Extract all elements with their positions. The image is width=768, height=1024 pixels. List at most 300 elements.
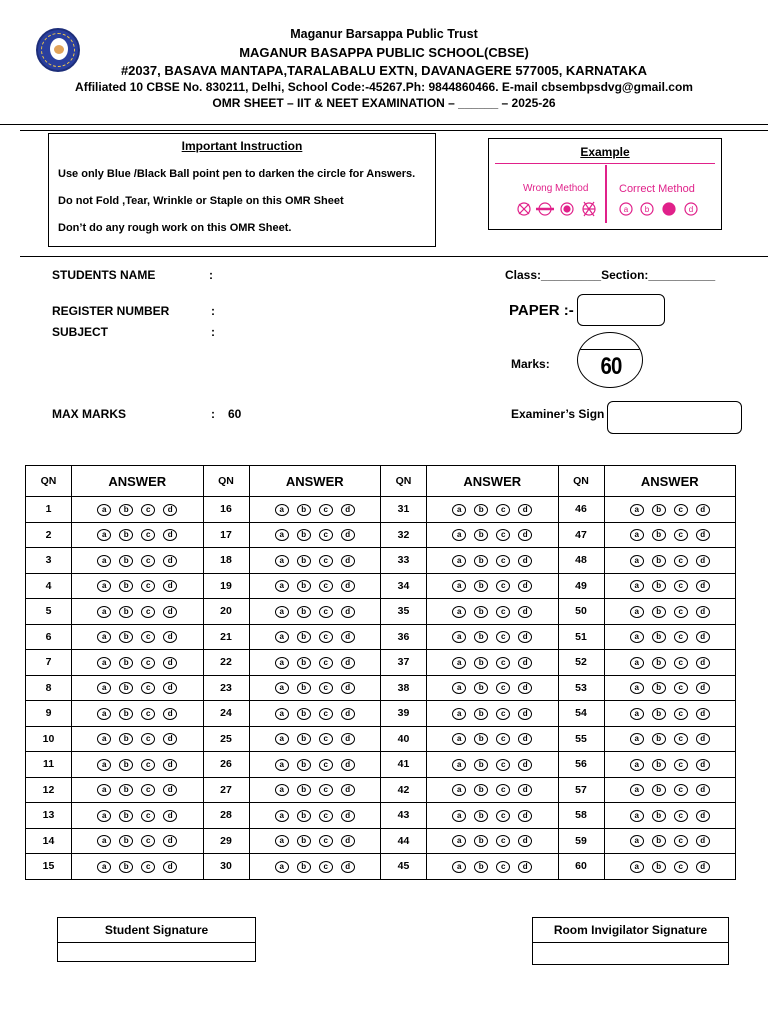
answer-bubble-b[interactable]: b <box>119 555 133 567</box>
answer-bubble-c[interactable]: c <box>674 759 688 771</box>
class-section-field[interactable]: Class:_________Section:__________ <box>505 268 716 282</box>
question-number: 10 <box>26 726 72 752</box>
answer-bubble-d[interactable]: d <box>518 580 532 592</box>
answer-bubble-a[interactable]: a <box>452 631 466 643</box>
answer-options <box>427 624 559 650</box>
answer-options <box>72 726 204 752</box>
answer-bubble-a[interactable]: a <box>452 784 466 796</box>
answer-bubble-c[interactable]: c <box>319 708 333 720</box>
answer-bubble-b[interactable]: b <box>119 580 133 592</box>
question-number: 42 <box>381 777 427 803</box>
answer-bubble-a[interactable]: a <box>452 580 466 592</box>
answer-bubble-a[interactable]: a <box>275 555 289 567</box>
answer-bubble-a[interactable]: a <box>97 631 111 643</box>
answer-bubble-d[interactable]: d <box>696 631 710 643</box>
answer-bubble-b[interactable]: b <box>119 784 133 796</box>
answer-bubble-d[interactable]: d <box>696 861 710 873</box>
answer-bubble-a[interactable]: a <box>275 835 289 847</box>
answer-bubble-a[interactable]: a <box>452 835 466 847</box>
answer-bubble-b[interactable]: b <box>652 555 666 567</box>
answer-bubble-c[interactable]: c <box>674 682 688 694</box>
answer-bubble-b[interactable]: b <box>297 861 311 873</box>
student-signature-box[interactable] <box>57 917 256 962</box>
answer-bubble-c[interactable]: c <box>319 784 333 796</box>
question-number: 23 <box>203 675 249 701</box>
answer-options <box>427 650 559 676</box>
answer-bubble-a[interactable]: a <box>275 784 289 796</box>
answer-bubble-d[interactable]: d <box>341 861 355 873</box>
answer-bubble-c[interactable]: c <box>319 504 333 516</box>
answer-options <box>427 726 559 752</box>
answer-bubble-d[interactable]: d <box>341 682 355 694</box>
answer-bubble-a[interactable]: a <box>97 606 111 618</box>
answer-bubble-c[interactable]: c <box>674 631 688 643</box>
answer-bubble-d[interactable]: d <box>341 657 355 669</box>
answer-bubble-d[interactable]: d <box>696 810 710 822</box>
answer-bubble-d[interactable]: d <box>341 504 355 516</box>
answer-bubble-c[interactable]: c <box>674 657 688 669</box>
answer-bubble-b[interactable]: b <box>474 733 488 745</box>
answer-bubble-b[interactable]: b <box>652 682 666 694</box>
answer-bubble-c[interactable]: c <box>496 733 510 745</box>
answer-bubble-d[interactable]: d <box>163 810 177 822</box>
answer-bubble-c[interactable]: c <box>674 810 688 822</box>
answer-options <box>249 854 381 880</box>
answer-bubble-c[interactable]: c <box>496 708 510 720</box>
answer-bubble-d[interactable]: d <box>696 529 710 541</box>
answer-bubble-b[interactable]: b <box>652 759 666 771</box>
answer-bubble-d[interactable]: d <box>341 784 355 796</box>
answer-bubble-b[interactable]: b <box>474 631 488 643</box>
answer-options <box>604 522 736 548</box>
answer-bubble-a[interactable]: a <box>630 555 644 567</box>
answer-bubble-d[interactable]: d <box>696 733 710 745</box>
answer-bubble-d[interactable]: d <box>341 708 355 720</box>
answer-bubble-c[interactable]: c <box>141 682 155 694</box>
answer-bubble-d[interactable]: d <box>518 555 532 567</box>
answer-bubble-a[interactable]: a <box>275 861 289 873</box>
answer-bubble-b[interactable]: b <box>119 835 133 847</box>
answer-bubble-c[interactable]: c <box>496 504 510 516</box>
answer-bubble-a[interactable]: a <box>630 861 644 873</box>
answer-bubble-d[interactable]: d <box>163 733 177 745</box>
answer-bubble-c[interactable]: c <box>319 733 333 745</box>
paper-input-box[interactable] <box>577 294 665 326</box>
answer-bubble-c[interactable]: c <box>496 631 510 643</box>
question-number: 11 <box>26 752 72 778</box>
answer-bubble-b[interactable]: b <box>474 759 488 771</box>
answer-bubble-c[interactable]: c <box>496 810 510 822</box>
answer-bubble-a[interactable]: a <box>452 759 466 771</box>
answer-bubble-a[interactable]: a <box>97 759 111 771</box>
correct-bubble-filled-icon <box>663 203 675 215</box>
answer-bubble-b[interactable]: b <box>652 529 666 541</box>
answer-bubble-a[interactable]: a <box>630 631 644 643</box>
answer-bubble-b[interactable]: b <box>474 555 488 567</box>
answer-bubble-c[interactable]: c <box>319 861 333 873</box>
answer-bubble-a[interactable]: a <box>275 733 289 745</box>
answer-bubble-b[interactable]: b <box>474 835 488 847</box>
answer-bubble-c[interactable]: c <box>496 529 510 541</box>
answer-bubble-a[interactable]: a <box>97 708 111 720</box>
question-number: 40 <box>381 726 427 752</box>
answer-bubble-b[interactable]: b <box>119 631 133 643</box>
omr-row <box>26 548 736 574</box>
answer-bubble-d[interactable]: d <box>163 606 177 618</box>
question-number: 28 <box>203 803 249 829</box>
answer-options <box>427 675 559 701</box>
answer-bubble-a[interactable]: a <box>275 580 289 592</box>
answer-bubble-d[interactable]: d <box>163 861 177 873</box>
answer-bubble-c[interactable]: c <box>141 861 155 873</box>
answer-options <box>249 599 381 625</box>
answer-bubble-a[interactable]: a <box>452 504 466 516</box>
answer-bubble-c[interactable]: c <box>141 657 155 669</box>
answer-bubble-d[interactable]: d <box>163 580 177 592</box>
answer-bubble-a[interactable]: a <box>452 682 466 694</box>
answer-bubble-d[interactable]: d <box>518 861 532 873</box>
answer-bubble-c[interactable]: c <box>319 657 333 669</box>
answer-bubble-c[interactable]: c <box>319 810 333 822</box>
answer-bubble-a[interactable]: a <box>97 835 111 847</box>
answer-bubble-a[interactable]: a <box>630 606 644 618</box>
answer-bubble-b[interactable]: b <box>119 861 133 873</box>
answer-bubble-a[interactable]: a <box>275 682 289 694</box>
answer-bubble-b[interactable]: b <box>474 861 488 873</box>
colon: : <box>211 407 215 421</box>
answer-bubble-a[interactable]: a <box>452 657 466 669</box>
answer-options <box>72 777 204 803</box>
answer-bubble-b[interactable]: b <box>474 504 488 516</box>
answer-bubble-c[interactable]: c <box>141 810 155 822</box>
answer-bubble-b[interactable]: b <box>474 657 488 669</box>
answer-bubble-d[interactable]: d <box>163 631 177 643</box>
question-number: 16 <box>203 497 249 523</box>
answer-bubble-d[interactable]: d <box>696 504 710 516</box>
omr-row <box>26 650 736 676</box>
answer-bubble-b[interactable]: b <box>119 529 133 541</box>
correct-method-label: Correct Method <box>619 183 695 195</box>
answer-bubble-c[interactable]: c <box>674 555 688 567</box>
answer-bubble-b[interactable]: b <box>652 606 666 618</box>
answer-bubble-a[interactable]: a <box>630 708 644 720</box>
question-number: 48 <box>558 548 604 574</box>
answer-bubble-b[interactable]: b <box>297 784 311 796</box>
answer-bubble-d[interactable]: d <box>163 682 177 694</box>
answer-bubble-b[interactable]: b <box>652 733 666 745</box>
answer-bubble-b[interactable]: b <box>652 504 666 516</box>
answer-bubble-a[interactable]: a <box>275 708 289 720</box>
answer-bubble-a[interactable]: a <box>452 606 466 618</box>
answer-bubble-c[interactable]: c <box>496 861 510 873</box>
answer-bubble-c[interactable]: c <box>319 835 333 847</box>
answer-bubble-c[interactable]: c <box>674 606 688 618</box>
school-address: #2037, BASAVA MANTAPA,TARALABALU EXTN, DAVANAGERE 577005, KARNATAKA <box>120 63 648 78</box>
answer-options <box>72 573 204 599</box>
answer-bubble-a[interactable]: a <box>97 657 111 669</box>
question-number: 21 <box>203 624 249 650</box>
answer-options <box>604 752 736 778</box>
answer-bubble-a[interactable]: a <box>97 733 111 745</box>
examiner-sign-box[interactable] <box>607 401 742 434</box>
answer-bubble-d[interactable]: d <box>341 529 355 541</box>
answer-bubble-b[interactable]: b <box>474 606 488 618</box>
question-number: 52 <box>558 650 604 676</box>
wrong-method-label: Wrong Method <box>523 183 589 194</box>
answer-bubble-b[interactable]: b <box>652 580 666 592</box>
answer-options <box>604 548 736 574</box>
answer-bubble-b[interactable]: b <box>474 784 488 796</box>
answer-bubble-d[interactable]: d <box>518 759 532 771</box>
answer-bubble-a[interactable]: a <box>630 733 644 745</box>
answer-bubble-c[interactable]: c <box>319 759 333 771</box>
answer-bubble-b[interactable]: b <box>652 784 666 796</box>
answer-bubble-d[interactable]: d <box>341 631 355 643</box>
qn-header: QN <box>381 466 427 497</box>
answer-bubble-c[interactable]: c <box>319 529 333 541</box>
answer-bubble-d[interactable]: d <box>518 631 532 643</box>
answer-bubble-a[interactable]: a <box>275 759 289 771</box>
answer-bubble-d[interactable]: d <box>518 606 532 618</box>
answer-bubble-c[interactable]: c <box>319 606 333 618</box>
answer-bubble-b[interactable]: b <box>297 657 311 669</box>
answer-bubble-b[interactable]: b <box>297 759 311 771</box>
answer-bubble-d[interactable]: d <box>163 759 177 771</box>
answer-bubble-d[interactable]: d <box>163 504 177 516</box>
answer-bubble-d[interactable]: d <box>341 555 355 567</box>
instructions-title: Important Instruction <box>181 139 303 153</box>
question-number: 38 <box>381 675 427 701</box>
answer-bubble-b[interactable]: b <box>119 810 133 822</box>
answer-bubble-a[interactable]: a <box>275 529 289 541</box>
trust-name: Maganur Barsappa Public Trust <box>290 27 478 41</box>
answer-options <box>427 752 559 778</box>
answer-bubble-d[interactable]: d <box>696 682 710 694</box>
subject-label: SUBJECT <box>52 325 109 339</box>
answer-bubble-d[interactable]: d <box>341 606 355 618</box>
answer-options <box>72 854 204 880</box>
answer-bubble-b[interactable]: b <box>297 555 311 567</box>
answer-bubble-b[interactable]: b <box>297 580 311 592</box>
answer-bubble-d[interactable]: d <box>696 784 710 796</box>
answer-bubble-c[interactable]: c <box>141 631 155 643</box>
answer-bubble-c[interactable]: c <box>674 708 688 720</box>
question-number: 36 <box>381 624 427 650</box>
answer-bubble-d[interactable]: d <box>518 810 532 822</box>
answer-bubble-c[interactable]: c <box>674 784 688 796</box>
answer-bubble-b[interactable]: b <box>297 733 311 745</box>
answer-bubble-d[interactable]: d <box>163 835 177 847</box>
answer-bubble-a[interactable]: a <box>97 861 111 873</box>
answer-bubble-d[interactable]: d <box>518 682 532 694</box>
answer-bubble-d[interactable]: d <box>163 708 177 720</box>
answer-bubble-a[interactable]: a <box>97 784 111 796</box>
answer-bubble-b[interactable]: b <box>474 529 488 541</box>
answer-bubble-c[interactable]: c <box>496 835 510 847</box>
answer-bubble-d[interactable]: d <box>696 708 710 720</box>
answer-bubble-d[interactable]: d <box>341 580 355 592</box>
answer-bubble-c[interactable]: c <box>496 606 510 618</box>
answer-bubble-d[interactable]: d <box>518 784 532 796</box>
answer-bubble-d[interactable]: d <box>341 810 355 822</box>
answer-options <box>249 701 381 727</box>
register-number-label: REGISTER NUMBER <box>52 304 170 318</box>
answer-bubble-c[interactable]: c <box>319 555 333 567</box>
answer-bubble-a[interactable]: a <box>452 529 466 541</box>
answer-bubble-b[interactable]: b <box>652 861 666 873</box>
answer-bubble-b[interactable]: b <box>119 759 133 771</box>
answer-bubble-b[interactable]: b <box>652 631 666 643</box>
answer-bubble-a[interactable]: a <box>97 682 111 694</box>
answer-bubble-d[interactable]: d <box>696 657 710 669</box>
answer-bubble-c[interactable]: c <box>496 657 510 669</box>
answer-bubble-d[interactable]: d <box>341 835 355 847</box>
answer-bubble-d[interactable]: d <box>163 529 177 541</box>
answer-bubble-d[interactable]: d <box>163 657 177 669</box>
answer-header: ANSWER <box>72 466 204 497</box>
answer-bubble-a[interactable]: a <box>275 504 289 516</box>
omr-row <box>26 701 736 727</box>
answer-bubble-b[interactable]: b <box>297 529 311 541</box>
answer-bubble-c[interactable]: c <box>496 759 510 771</box>
answer-bubble-a[interactable]: a <box>630 657 644 669</box>
answer-bubble-c[interactable]: c <box>674 861 688 873</box>
answer-bubble-b[interactable]: b <box>297 504 311 516</box>
answer-bubble-c[interactable]: c <box>319 682 333 694</box>
answer-bubble-c[interactable]: c <box>674 733 688 745</box>
answer-bubble-c[interactable]: c <box>319 631 333 643</box>
answer-bubble-a[interactable]: a <box>275 810 289 822</box>
answer-bubble-c[interactable]: c <box>141 504 155 516</box>
question-number: 46 <box>558 497 604 523</box>
answer-bubble-b[interactable]: b <box>119 733 133 745</box>
answer-bubble-d[interactable]: d <box>696 555 710 567</box>
answer-bubble-a[interactable]: a <box>630 580 644 592</box>
question-number: 12 <box>26 777 72 803</box>
answer-bubble-d[interactable]: d <box>518 657 532 669</box>
answer-options <box>604 624 736 650</box>
answer-bubble-a[interactable]: a <box>97 555 111 567</box>
answer-bubble-d[interactable]: d <box>341 733 355 745</box>
school-name: MAGANUR BASAPPA PUBLIC SCHOOL(CBSE) <box>239 45 529 60</box>
answer-bubble-d[interactable]: d <box>518 835 532 847</box>
answer-bubble-b[interactable]: b <box>297 835 311 847</box>
answer-bubble-b[interactable]: b <box>474 810 488 822</box>
answer-bubble-a[interactable]: a <box>452 555 466 567</box>
answer-bubble-a[interactable]: a <box>275 657 289 669</box>
answer-bubble-a[interactable]: a <box>630 529 644 541</box>
answer-bubble-d[interactable]: d <box>696 835 710 847</box>
answer-bubble-b[interactable]: b <box>119 657 133 669</box>
answer-bubble-c[interactable]: c <box>674 835 688 847</box>
answer-bubble-c[interactable]: c <box>141 606 155 618</box>
answer-bubble-b[interactable]: b <box>474 682 488 694</box>
answer-bubble-c[interactable]: c <box>496 682 510 694</box>
answer-bubble-b[interactable]: b <box>119 504 133 516</box>
answer-bubble-a[interactable]: a <box>630 835 644 847</box>
answer-bubble-d[interactable]: d <box>341 759 355 771</box>
answer-bubble-b[interactable]: b <box>119 708 133 720</box>
answer-bubble-a[interactable]: a <box>630 759 644 771</box>
answer-bubble-d[interactable]: d <box>696 580 710 592</box>
example-divider <box>605 165 607 223</box>
answer-bubble-c[interactable]: c <box>674 580 688 592</box>
answer-bubble-b[interactable]: b <box>474 708 488 720</box>
answer-bubble-d[interactable]: d <box>696 759 710 771</box>
answer-bubble-d[interactable]: d <box>518 733 532 745</box>
answer-bubble-d[interactable]: d <box>696 606 710 618</box>
answer-bubble-b[interactable]: b <box>652 810 666 822</box>
answer-bubble-a[interactable]: a <box>452 733 466 745</box>
answer-bubble-b[interactable]: b <box>297 631 311 643</box>
answer-bubble-d[interactable]: d <box>163 784 177 796</box>
answer-bubble-d[interactable]: d <box>518 708 532 720</box>
answer-bubble-c[interactable]: c <box>674 529 688 541</box>
answer-bubble-c[interactable]: c <box>496 580 510 592</box>
answer-bubble-a[interactable]: a <box>97 810 111 822</box>
answer-bubble-a[interactable]: a <box>97 504 111 516</box>
omr-row <box>26 854 736 880</box>
answer-options <box>249 497 381 523</box>
answer-options <box>427 828 559 854</box>
answer-bubble-a[interactable]: a <box>452 708 466 720</box>
answer-bubble-b[interactable]: b <box>652 835 666 847</box>
answer-bubble-a[interactable]: a <box>630 810 644 822</box>
answer-bubble-d[interactable]: d <box>518 529 532 541</box>
answer-bubble-c[interactable]: c <box>319 580 333 592</box>
answer-bubble-c[interactable]: c <box>141 555 155 567</box>
answer-bubble-a[interactable]: a <box>452 861 466 873</box>
answer-bubble-a[interactable]: a <box>275 631 289 643</box>
answer-bubble-b[interactable]: b <box>474 580 488 592</box>
answer-bubble-c[interactable]: c <box>141 784 155 796</box>
answer-bubble-c[interactable]: c <box>141 708 155 720</box>
omr-row <box>26 803 736 829</box>
answer-bubble-a[interactable]: a <box>275 606 289 618</box>
answer-options <box>72 650 204 676</box>
answer-bubble-c[interactable]: c <box>141 835 155 847</box>
invigilator-signature-box[interactable] <box>532 917 729 965</box>
answer-bubble-b[interactable]: b <box>297 682 311 694</box>
answer-bubble-a[interactable]: a <box>630 682 644 694</box>
answer-bubble-c[interactable]: c <box>674 504 688 516</box>
answer-bubble-c[interactable]: c <box>496 555 510 567</box>
answer-bubble-b[interactable]: b <box>297 810 311 822</box>
answer-bubble-c[interactable]: c <box>141 529 155 541</box>
marks-circle-divider <box>578 349 643 350</box>
answer-bubble-c[interactable]: c <box>496 784 510 796</box>
answer-bubble-d[interactable]: d <box>163 555 177 567</box>
answer-bubble-d[interactable]: d <box>518 504 532 516</box>
answer-bubble-a[interactable]: a <box>452 810 466 822</box>
answer-bubble-b[interactable]: b <box>297 606 311 618</box>
answer-bubble-b[interactable]: b <box>297 708 311 720</box>
question-number: 8 <box>26 675 72 701</box>
answer-bubble-c[interactable]: c <box>141 580 155 592</box>
answer-bubble-a[interactable]: a <box>97 580 111 592</box>
answer-bubble-b[interactable]: b <box>652 657 666 669</box>
answer-bubble-b[interactable]: b <box>652 708 666 720</box>
answer-bubble-a[interactable]: a <box>630 784 644 796</box>
answer-bubble-b[interactable]: b <box>119 606 133 618</box>
answer-bubble-b[interactable]: b <box>119 682 133 694</box>
answer-bubble-a[interactable]: a <box>97 529 111 541</box>
student-signature-label: Student Signature <box>58 918 255 943</box>
answer-bubble-c[interactable]: c <box>141 759 155 771</box>
answer-bubble-a[interactable]: a <box>630 504 644 516</box>
answer-bubble-c[interactable]: c <box>141 733 155 745</box>
marks-label: Marks: <box>511 357 550 371</box>
